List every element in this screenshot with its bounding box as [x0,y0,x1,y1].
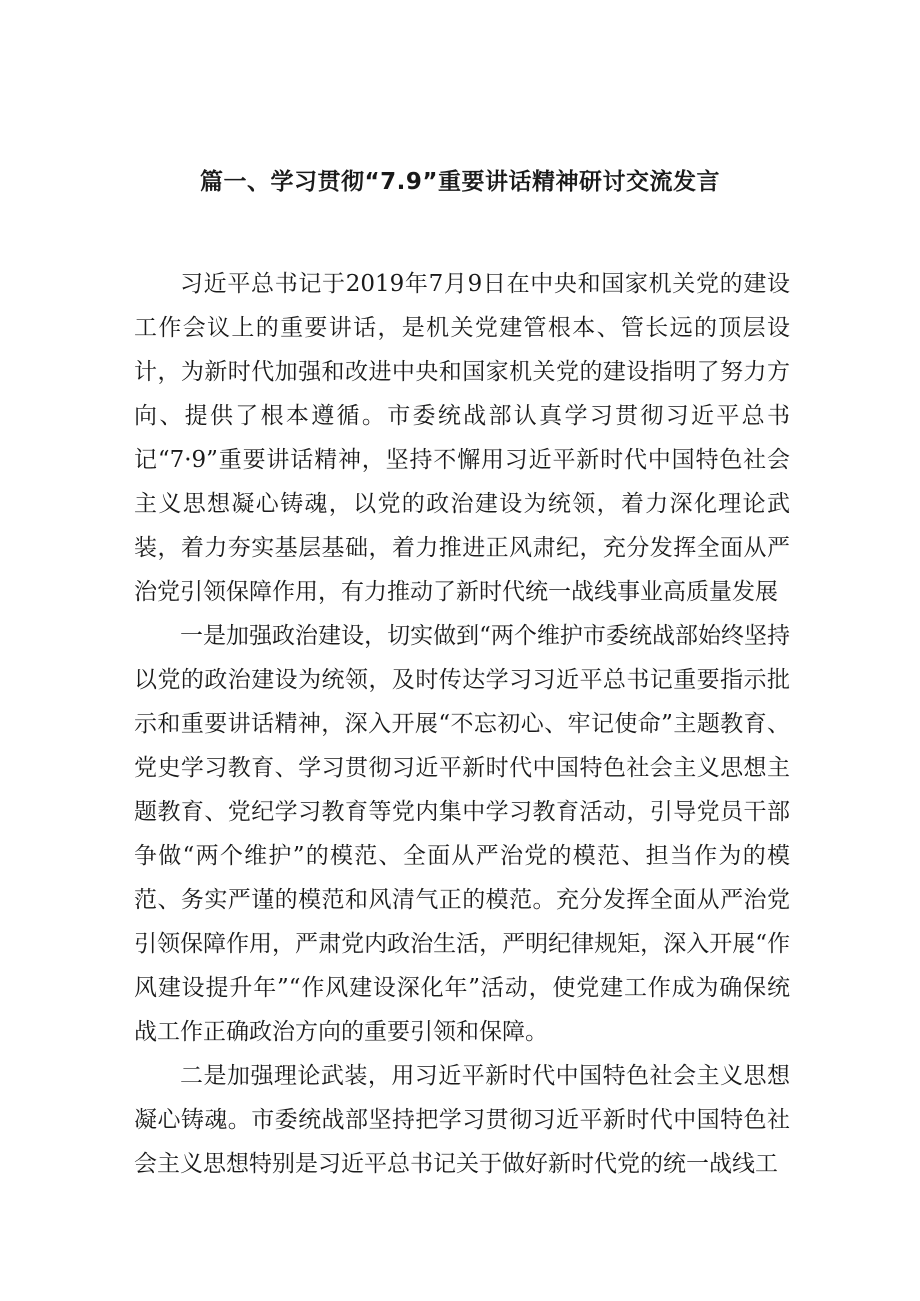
paragraph-political-construction: 一是加强政治建设，切实做到“两个维护市委统战部始终坚持以党的政治建设为统领，及时传达学习习近平总书记重要指示批示和重要讲话精神，深入开展“不忘初心、牢记使命”主题教育、党史学习教育、学习贯彻习近平新时代中国特色社会主义思想主题教育、党纪学习教育等党内集中学习教育活动，引导党员干部争做“两个维护”的模范、全面从严治党的模范、担当作为的模范、务实严谨的模范和风清气正的模范。充分发挥全面从严治党引领保障作用，严肃党内政治生活，严明纪律规矩，深入开展“作风建设提升年”“作风建设深化年”活动，使党建工作成为确保统战工作正确政治方向的重要引领和保障。 [134,623,790,1045]
document-body [134,262,790,1186]
paragraph-theoretical-arming: 二是加强理论武装，用习近平新时代中国特色社会主义思想凝心铸魂。市委统战部坚持把学习贯彻习近平新时代中国特色社会主义思想特别是习近平总书记关于做好新时代党的统一战线工 [134,1063,790,1177]
document-title: 篇一、学习贯彻“7.9”重要讲话精神研讨交流发言 [200,169,720,195]
paragraph-intro: 习近平总书记于2019年7月9日在中央和国家机关党的建设工作会议上的重要讲话，是机关党建管根本、管长远的顶层设计，为新时代加强和改进中央和国家机关党的建设指明了努力方向、提供了根本遵循。市委统战部认真学习贯彻习近平总书记“7·9”重要讲话精神，坚持不懈用习近平新时代中国特色社会主义思想凝心铸魂，以党的政治建设为统领，着力深化理论武装，着力夯实基层基础，着力推进正风肃纪，充分发挥全面从严治党引领保障作用，有力推动了新时代统一战线事业高质量发展 [134,271,790,605]
